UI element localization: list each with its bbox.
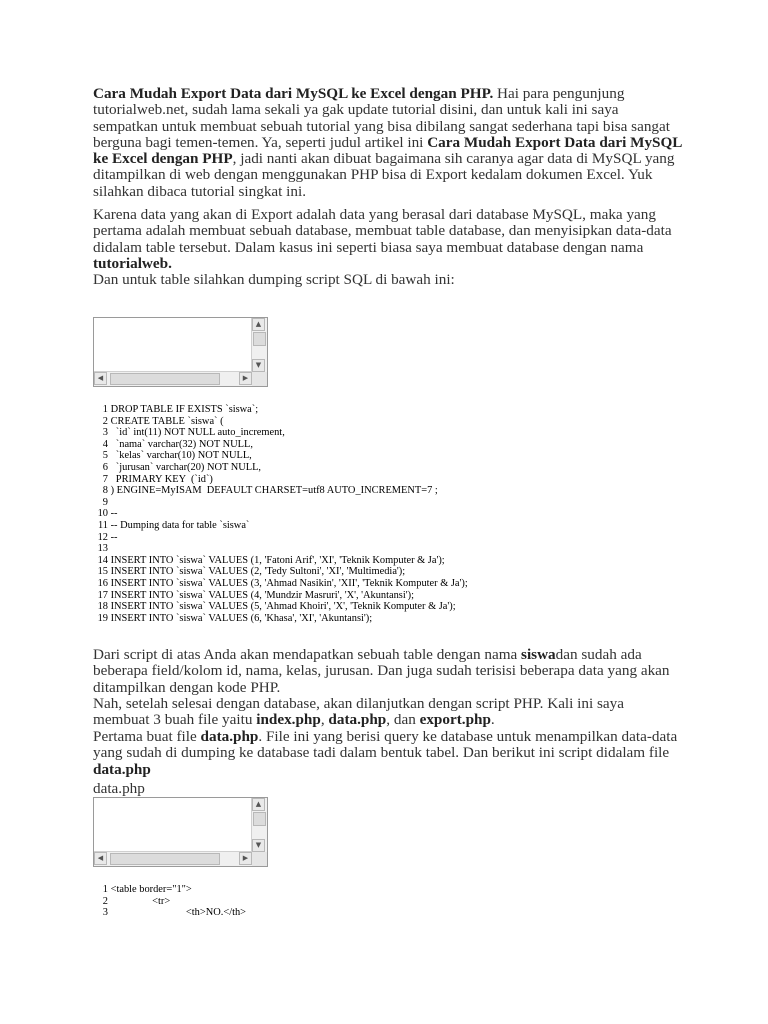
database-name: tutorialweb. — [93, 254, 172, 272]
file-data-php: data.php — [93, 760, 151, 778]
php-code-textarea[interactable] — [93, 797, 268, 867]
code-text: `nama` varchar(32) NOT NULL, — [108, 438, 253, 450]
code-text: INSERT INTO `siswa` VALUES (6, 'Khasa', 'XI', 'Akuntansi'); — [108, 612, 373, 624]
scroll-corner — [252, 372, 267, 386]
code-line — [93, 590, 468, 602]
line-number: 14 — [97, 554, 108, 566]
dump-instruction — [93, 272, 683, 288]
code-line — [93, 474, 468, 486]
scroll-right-icon[interactable]: ▶ — [239, 372, 252, 385]
php-files-text: Nah, setelah selesai dengan database, akan dilanjutkan dengan script PHP. Kali ini saya membuat 3 buah file yaitu — [93, 695, 624, 729]
code-line — [93, 416, 468, 428]
code-line — [93, 427, 468, 439]
code-text: `jurusan` varchar(20) NOT NULL, — [108, 461, 262, 473]
intro-paragraph — [93, 86, 683, 200]
line-number: 9 — [102, 496, 108, 508]
code-text: INSERT INTO `siswa` VALUES (2, 'Tedy Sultoni', 'XI', 'Multimedia'); — [108, 566, 406, 578]
code-text: ) ENGINE=MyISAM DEFAULT CHARSET=utf8 AUTO_INCREMENT=7 ; — [108, 485, 438, 497]
scroll-thumb-horizontal[interactable] — [110, 853, 220, 865]
code-line — [93, 520, 468, 532]
line-number: 4 — [102, 438, 108, 450]
line-number: 13 — [97, 543, 108, 555]
code-line — [93, 543, 468, 555]
file-label: data.php — [93, 780, 145, 797]
code-text: INSERT INTO `siswa` VALUES (4, 'Mundzir Masruri', 'X', 'Akuntansi'); — [108, 589, 414, 601]
code-text: INSERT INTO `siswa` VALUES (5, 'Ahmad Khoiri', 'X', 'Teknik Komputer & Ja'); — [108, 601, 456, 613]
line-number: 18 — [97, 601, 108, 613]
intro-bold-title: Cara Mudah Export Data dari MySQL ke Excel dengan PHP — [93, 133, 682, 168]
code-text: INSERT INTO `siswa` VALUES (1, 'Fatoni Arif', 'XI', 'Teknik Komputer & Ja'); — [108, 554, 445, 566]
intro-text-end: , jadi nanti akan dibuat bagaimana sih caranya agar data di MySQL yang ditampilkan di web dengan menggunakan PHP bisa di Export kedalam dokumen Excel. Yuk silahkan dibaca tutorial singkat ini. — [93, 150, 675, 200]
code-text: <th>NO.</th> — [108, 907, 247, 919]
database-text: Karena data yang akan di Export adalah data yang berasal dari database MySQL, maka yang pertama adalah membuat sebuah database, membuat table database, dan menyisipkan data-data didalam table tersebut. Dalam kasus ini seperti biasa saya membuat database dengan nama — [93, 206, 672, 256]
code-text: -- — [108, 508, 118, 520]
scroll-down-icon[interactable]: ▼ — [252, 359, 265, 372]
code-line — [93, 884, 246, 896]
table-name: siswa — [521, 646, 556, 663]
code-text: `kelas` varchar(10) NOT NULL, — [108, 450, 252, 462]
code-line — [93, 555, 468, 567]
code-text: <table border="1"> — [108, 884, 192, 895]
scroll-thumb[interactable] — [253, 812, 266, 826]
code-line — [93, 896, 246, 908]
code-line — [93, 508, 468, 520]
horizontal-scrollbar[interactable] — [94, 371, 252, 386]
line-number: 2 — [102, 415, 108, 427]
database-paragraph — [93, 207, 683, 272]
code-line — [93, 462, 468, 474]
separator: , dan — [386, 711, 420, 729]
line-number: 1 — [102, 884, 108, 895]
line-number: 12 — [97, 531, 108, 543]
code-line — [93, 439, 468, 451]
code-text: -- — [108, 531, 118, 543]
scroll-down-icon[interactable]: ▼ — [252, 839, 265, 852]
result-text: Dari script di atas Anda akan mendapatkan sebuah table dengan nama — [93, 646, 522, 663]
line-number: 2 — [102, 895, 108, 907]
code-line — [93, 404, 468, 416]
sql-code-textarea[interactable] — [93, 317, 268, 387]
code-text: `id` int(11) NOT NULL auto_increment, — [108, 427, 285, 439]
code-line — [93, 601, 468, 613]
data-php-paragraph — [93, 729, 683, 778]
code-line — [93, 566, 468, 578]
scroll-left-icon[interactable]: ◀ — [94, 372, 107, 385]
code-line — [93, 578, 468, 590]
code-text — [108, 543, 111, 554]
code-line — [93, 497, 468, 509]
horizontal-scrollbar[interactable] — [94, 851, 252, 866]
line-number: 17 — [97, 589, 108, 601]
line-number: 15 — [97, 566, 108, 578]
file-data-php: data.php — [200, 728, 259, 745]
data-php-text: Pertama buat file — [93, 728, 201, 745]
php-files-paragraph — [93, 696, 683, 729]
result-text-end: dan sudah ada beberapa field/kolom id, nama, kelas, jurusan. Dan juga sudah terisisi beberapa data yang akan ditampilkan dengan kode PHP. — [93, 646, 670, 696]
php-code-listing — [93, 884, 246, 919]
code-text: CREATE TABLE `siswa` ( — [108, 415, 224, 427]
line-number: 3 — [102, 907, 108, 919]
file-export-php: export.php — [419, 711, 491, 729]
code-line — [93, 532, 468, 544]
code-text: PRIMARY KEY (`id`) — [108, 473, 213, 485]
article-title: Cara Mudah Export Data dari MySQL ke Excel dengan PHP. — [93, 85, 494, 102]
scroll-right-icon[interactable]: ▶ — [239, 852, 252, 865]
line-number: 1 — [102, 404, 108, 415]
separator: , — [320, 711, 329, 729]
code-text: INSERT INTO `siswa` VALUES (3, 'Ahmad Nasikin', 'XII', 'Teknik Komputer & Ja'); — [108, 577, 468, 589]
code-text: -- Dumping data for table `siswa` — [108, 519, 250, 531]
scroll-thumb-horizontal[interactable] — [110, 373, 220, 385]
line-number: 16 — [97, 577, 108, 589]
scroll-thumb[interactable] — [253, 332, 266, 346]
vertical-scrollbar[interactable] — [251, 798, 267, 852]
code-line — [93, 485, 468, 497]
period: . — [490, 711, 495, 729]
vertical-scrollbar[interactable] — [251, 318, 267, 372]
scroll-left-icon[interactable]: ◀ — [94, 852, 107, 865]
scroll-up-icon[interactable]: ▲ — [252, 798, 265, 811]
line-number: 11 — [97, 519, 108, 531]
code-line — [93, 613, 468, 625]
line-number: 19 — [97, 612, 108, 624]
line-number: 8 — [102, 485, 108, 497]
code-line — [93, 450, 468, 462]
code-text: DROP TABLE IF EXISTS `siswa`; — [108, 404, 259, 415]
dump-instruction-text: Dan untuk table silahkan dumping script SQL di bawah ini: — [93, 271, 455, 288]
file-index-php: index.php — [256, 711, 321, 729]
line-number: 7 — [102, 473, 108, 485]
line-number: 10 — [97, 508, 108, 520]
code-line — [93, 907, 246, 919]
scroll-corner — [252, 852, 267, 866]
scroll-up-icon[interactable]: ▲ — [252, 318, 265, 331]
code-text — [108, 497, 111, 508]
line-number: 5 — [102, 450, 108, 462]
code-text: <tr> — [108, 895, 171, 907]
line-number: 6 — [102, 461, 108, 473]
result-paragraph — [93, 647, 683, 696]
data-php-text-mid: . File ini yang berisi query ke database untuk menampilkan data-data yang sudah di dumping ke database tadi dalam bentuk tabel. Dan berikut ini script didalam file — [93, 728, 678, 762]
line-number: 3 — [102, 427, 108, 439]
intro-text: Hai para pengunjung tutorialweb.net, sudah lama sekali ya gak update tutorial disini, dan untuk kali ini saya sempatkan untuk membuat sebuah tutorial yang bisa dibilang sangat sederhana tapi bisa sangat berguna bagi temen-temen. Ya, seperti judul artikel ini — [93, 85, 670, 151]
sql-code-listing — [93, 404, 468, 624]
file-data-php: data.php — [328, 711, 387, 729]
